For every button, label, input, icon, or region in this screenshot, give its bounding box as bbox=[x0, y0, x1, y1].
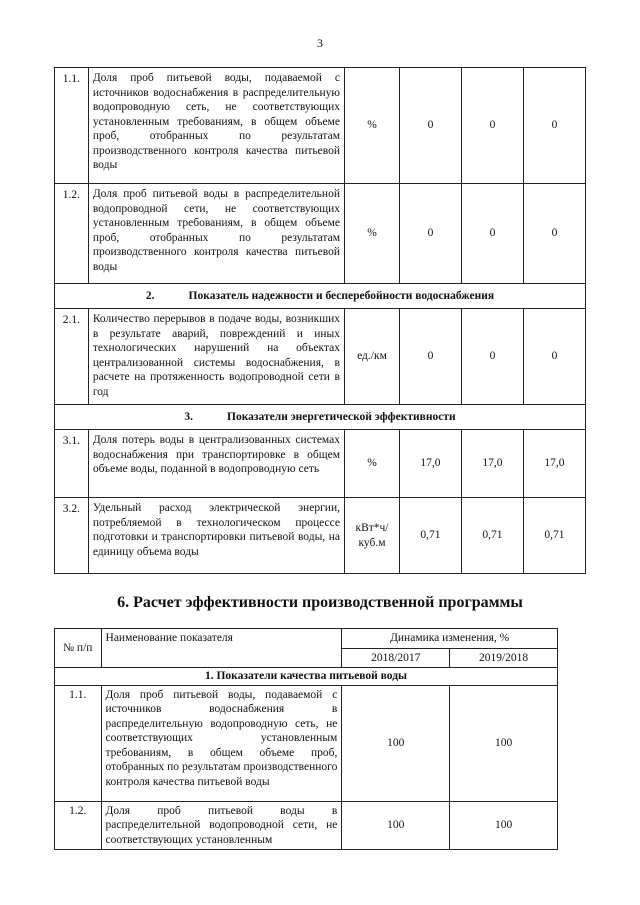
header-row bbox=[55, 629, 558, 649]
value-cell: 0 bbox=[400, 184, 462, 284]
row-number: 3.1. bbox=[55, 430, 89, 498]
unit-cell: ед./км bbox=[344, 309, 399, 405]
section-title bbox=[55, 284, 586, 309]
value-cell: 0 bbox=[400, 68, 462, 184]
page-number: 3 bbox=[317, 36, 323, 50]
value-cell: 100 bbox=[450, 801, 558, 850]
section-title: 1. Показатели качества питьевой воды bbox=[55, 668, 558, 686]
section-row bbox=[55, 284, 586, 309]
indicators-table bbox=[54, 67, 586, 574]
value-cell: 0 bbox=[461, 309, 523, 405]
row-number: 1.1. bbox=[55, 685, 102, 801]
section-label: Показатель надежности и бесперебойности водоснабжения bbox=[188, 289, 495, 302]
unit-cell: % bbox=[344, 68, 399, 184]
unit-cell: % bbox=[344, 184, 399, 284]
table-row bbox=[55, 685, 558, 801]
value-cell: 100 bbox=[342, 685, 450, 801]
indicator-name: Доля проб питьевой воды в распределительной водопроводной сети, не соответствующих установленным bbox=[101, 801, 342, 850]
value-cell: 100 bbox=[342, 801, 450, 850]
header-year: 2019/2018 bbox=[450, 648, 558, 668]
value-cell: 0 bbox=[523, 184, 585, 284]
row-number: 2.1. bbox=[55, 309, 89, 405]
section-heading: 6. Расчет эффективности производственной программы bbox=[117, 594, 523, 611]
indicator-name: Доля проб питьевой воды в распределительной водопроводной сети, не соответствующих установленным требованиям, в общем объеме проб, отобранных по результатам производственного контроля качества питьевой воды bbox=[88, 184, 344, 284]
value-cell: 17,0 bbox=[461, 430, 523, 498]
unit-cell: кВт*ч/ куб.м bbox=[344, 498, 399, 574]
value-cell: 0,71 bbox=[400, 498, 462, 574]
row-number: 3.2. bbox=[55, 498, 89, 574]
value-cell: 17,0 bbox=[523, 430, 585, 498]
section-row bbox=[55, 668, 558, 686]
table-row bbox=[55, 309, 586, 405]
value-cell: 0 bbox=[523, 68, 585, 184]
section-number: 3. bbox=[184, 410, 194, 423]
indicator-name: Количество перерывов в подаче воды, возникших в результате аварий, повреждений и иных технологических нарушений на объектах централизованной системы водоснабжения, в расчете на протяженность водопроводной сети в год bbox=[88, 309, 344, 405]
unit-cell: % bbox=[344, 430, 399, 498]
indicator-name: Удельный расход электрической энергии, потребляемой в технологическом процессе подготовки и транспортировки питьевой воды, на единицу объема воды bbox=[88, 498, 344, 574]
header-num: № п/п bbox=[55, 629, 102, 668]
table-row bbox=[55, 184, 586, 284]
value-cell: 0 bbox=[400, 309, 462, 405]
value-cell: 0 bbox=[523, 309, 585, 405]
row-number: 1.2. bbox=[55, 184, 89, 284]
value-cell: 17,0 bbox=[400, 430, 462, 498]
efficiency-table bbox=[54, 628, 558, 850]
value-cell: 100 bbox=[450, 685, 558, 801]
value-cell: 0,71 bbox=[461, 498, 523, 574]
header-name: Наименование показателя bbox=[101, 629, 342, 668]
section-label: Показатели энергетической эффективности bbox=[227, 410, 456, 423]
section-row bbox=[55, 405, 586, 430]
indicator-name: Доля потерь воды в централизованных системах водоснабжения при транспортировке в общем объеме воды, поданной в водопроводную сеть bbox=[88, 430, 344, 498]
indicator-name: Доля проб питьевой воды, подаваемой с источников водоснабжения в распределительную водопроводную сеть, не соответствующих установленным требованиям, в общем объеме проб, отобранных по результатам производственного контроля качества питьевой воды bbox=[88, 68, 344, 184]
value-cell: 0,71 bbox=[523, 498, 585, 574]
section-number: 2. bbox=[145, 289, 155, 302]
table-row bbox=[55, 801, 558, 850]
indicator-name: Доля проб питьевой воды, подаваемой с источников водоснабжения в распределительную водопроводную сеть, не соответствующих установленным требованиям, в общем объеме проб, отобранных по результатам производственного контроля качества питьевой воды bbox=[101, 685, 342, 801]
row-number: 1.1. bbox=[55, 68, 89, 184]
row-number: 1.2. bbox=[55, 801, 102, 850]
header-dynamics: Динамика изменения, % bbox=[342, 629, 558, 649]
table-row bbox=[55, 430, 586, 498]
table-row bbox=[55, 498, 586, 574]
value-cell: 0 bbox=[461, 68, 523, 184]
value-cell: 0 bbox=[461, 184, 523, 284]
table-row bbox=[55, 68, 586, 184]
header-year: 2018/2017 bbox=[342, 648, 450, 668]
section-title bbox=[55, 405, 586, 430]
